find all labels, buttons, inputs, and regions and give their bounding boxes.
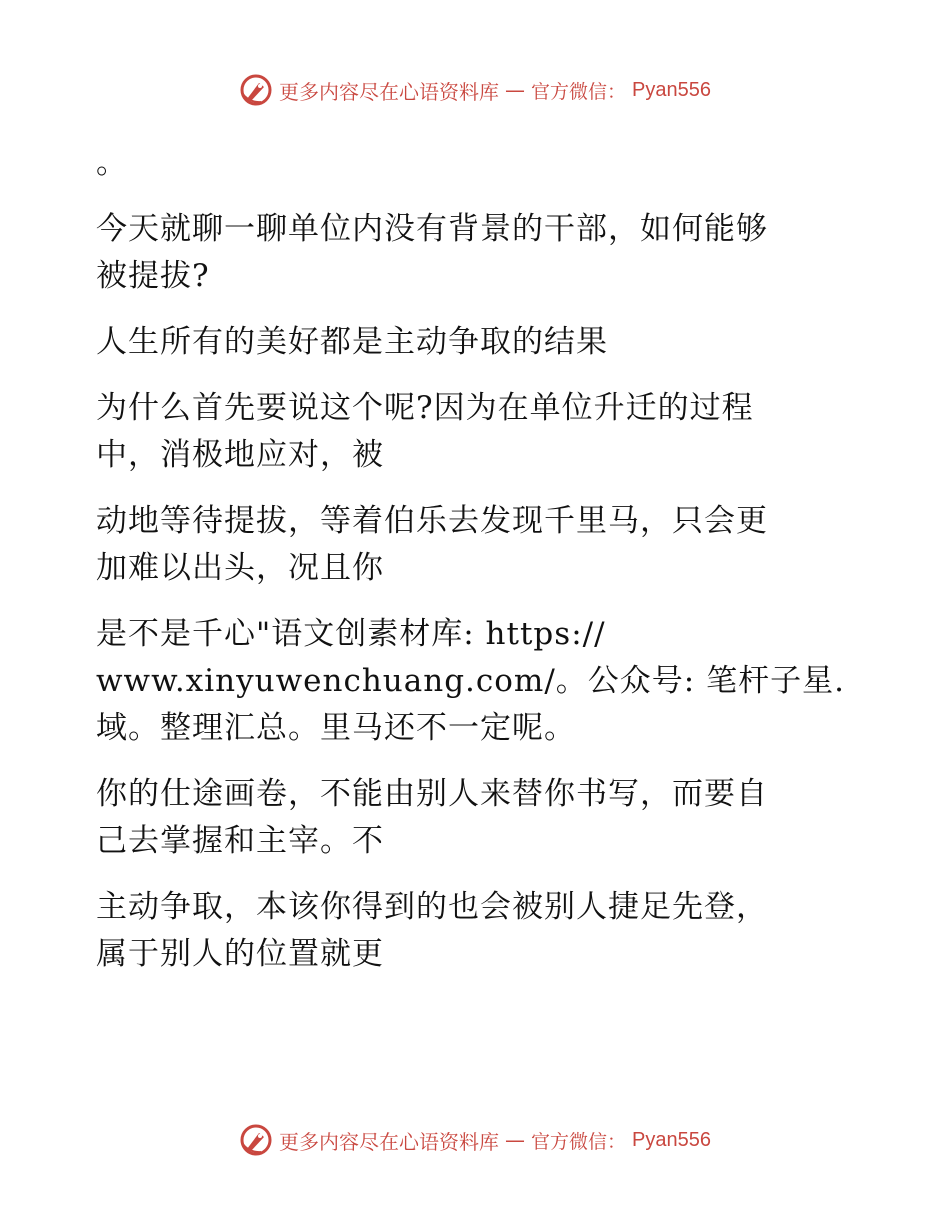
paragraph-3 xyxy=(96,385,836,479)
paragraph-0 xyxy=(96,140,836,187)
document-body xyxy=(96,140,845,978)
header-dash: — xyxy=(505,78,525,102)
header-wechat-label: 官方微信： xyxy=(531,80,627,103)
footer-dash: — xyxy=(505,1128,525,1152)
text-line: 被提拔? xyxy=(96,258,210,294)
text-line: 动地等待提拔，等着伯乐去发现千里马，只会更 xyxy=(96,503,768,539)
footer-wechat-label: 官方微信： xyxy=(531,1130,627,1153)
paragraph-4 xyxy=(96,498,836,592)
pen-nib-logo-icon xyxy=(239,73,273,107)
footer-brand-text: 更多内容尽在心语资料库 xyxy=(279,1129,499,1154)
page-header xyxy=(0,70,950,110)
header-brand-text: 更多内容尽在心语资料库 xyxy=(279,79,499,104)
paragraph-6 xyxy=(96,771,836,865)
paragraph-2 xyxy=(96,319,836,366)
text-line: www.xinyuwenchuang.com/。公众号: 笔杆子星. xyxy=(96,663,845,699)
text-line: 你的仕途画卷，不能由别人来替你书写，而要自 xyxy=(96,776,768,812)
header-brand xyxy=(239,73,711,107)
footer-brand xyxy=(239,1123,711,1157)
text-line: 今天就聊一聊单位内没有背景的干部，如何能够 xyxy=(96,211,768,247)
header-wechat-id: Pyan556 xyxy=(632,78,711,101)
footer-wechat-id: Pyan556 xyxy=(632,1128,711,1151)
text-line: 中，消极地应对，被 xyxy=(96,437,384,473)
text-line: 加难以出头，况且你 xyxy=(96,550,384,586)
pen-nib-logo-icon xyxy=(239,1123,273,1157)
text-line: 。 xyxy=(96,145,128,181)
paragraph-7 xyxy=(96,884,836,978)
text-line: 属于别人的位置就更 xyxy=(96,936,384,972)
text-line: 主动争取，本该你得到的也会被别人捷足先登， xyxy=(96,889,768,925)
paragraph-1 xyxy=(96,206,836,300)
paragraph-5 xyxy=(96,611,845,752)
text-line: 域。整理汇总。里马还不一定呢。 xyxy=(96,710,576,746)
page-footer xyxy=(0,1120,950,1160)
text-line: 己去掌握和主宰。不 xyxy=(96,823,384,859)
text-line: 人生所有的美好都是主动争取的结果 xyxy=(96,324,608,360)
text-line: 为什么首先要说这个呢?因为在单位升迁的过程 xyxy=(96,390,754,426)
text-line: 是不是千心"语文创素材库: https:// xyxy=(96,616,606,652)
